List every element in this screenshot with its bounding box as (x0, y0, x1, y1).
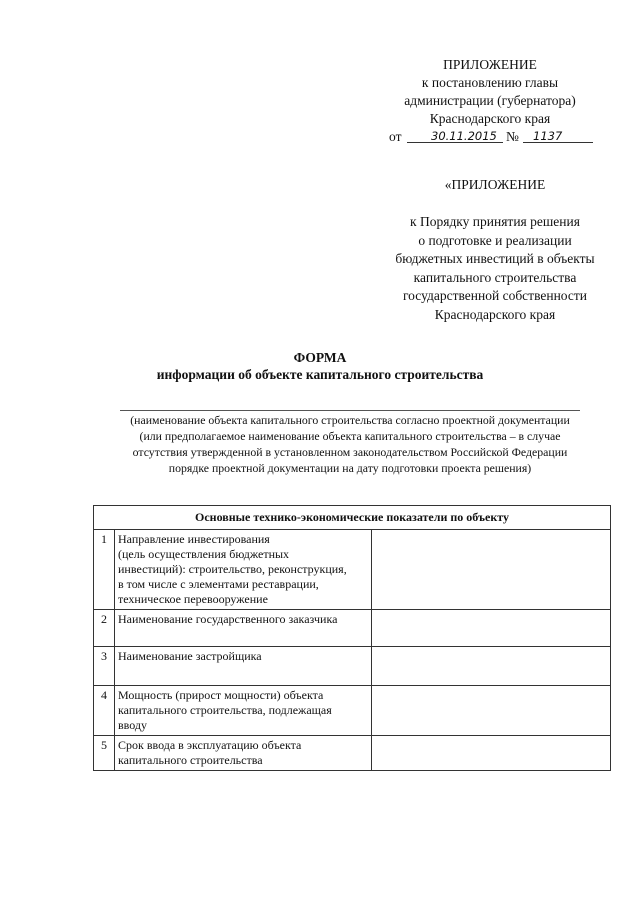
table-row (94, 736, 611, 771)
row-label-line: в том числе с элементами реставрации, (118, 577, 319, 591)
appendix-line: Краснодарского края (429, 111, 551, 126)
object-name-note (95, 412, 605, 476)
row-label (115, 686, 372, 736)
row-label (115, 736, 372, 771)
table-row (94, 610, 611, 647)
row-label (115, 647, 372, 686)
appendix2-title: «ПРИЛОЖЕНИЕ (444, 177, 546, 192)
indicators-table (93, 505, 611, 771)
table-row (94, 686, 611, 736)
object-name-line (120, 410, 580, 411)
row-label-line: техническое перевооружение (118, 592, 268, 606)
row-value (372, 610, 611, 647)
row-number: 2 (94, 610, 115, 647)
appendix2-line: к Порядку принятия решения (410, 214, 580, 229)
appendix2-line: о подготовке и реализации (418, 232, 572, 248)
date-number-row (385, 128, 595, 146)
row-label-line: (цель осуществления бюджетных (118, 547, 290, 561)
form-subtitle: информации об объекте капитального строительства (156, 367, 484, 382)
appendix-header (385, 56, 595, 146)
row-label-line: Наименование застройщика (118, 649, 262, 663)
date-value: 30.11.2015 (431, 129, 497, 143)
number-prefix: № (506, 129, 519, 144)
appendix-line: к постановлению главы (421, 75, 559, 90)
row-label (115, 530, 372, 610)
appendix-title: ПРИЛОЖЕНИЕ (443, 57, 537, 72)
appendix2-line: государственной собственности (402, 288, 588, 303)
table-header-row (94, 506, 611, 530)
appendix-line: администрации (губернатора) (404, 93, 576, 108)
row-label-line: инвестиций): строительство, реконструкция, (118, 562, 347, 576)
row-label-line: вводу (118, 718, 148, 732)
row-label-line: капитального строительства (118, 753, 263, 767)
row-value (372, 686, 611, 736)
number-value: 1137 (533, 129, 563, 143)
appendix2-line: капитального строительства (413, 269, 577, 285)
row-value (372, 530, 611, 610)
appendix2-line: Краснодарского края (434, 306, 556, 322)
row-value (372, 736, 611, 771)
row-label-line: капитального строительства, подлежащая (118, 703, 332, 717)
row-number: 5 (94, 736, 115, 771)
date-prefix: от (389, 129, 402, 144)
row-number: 3 (94, 647, 115, 686)
table-row (94, 647, 611, 686)
appendix2-line: бюджетных инвестиций в объекты (395, 251, 595, 266)
table-row (94, 530, 611, 610)
form-title: ФОРМА (293, 350, 347, 365)
note-line: отсутствия утвержденной в установленном законодательством Российской Федерации (132, 445, 568, 459)
note-line: (наименование объекта капитального строительства согласно проектной документации (130, 413, 570, 427)
row-number: 4 (94, 686, 115, 736)
row-label-line: Срок ввода в эксплуатацию объекта (118, 738, 302, 752)
appendix2-body (375, 213, 615, 324)
table-header: Основные технико-экономические показатели по объекту (94, 506, 611, 530)
row-number: 1 (94, 530, 115, 610)
note-line: порядке проектной документации на дату подготовки проекта решения) (168, 461, 532, 475)
row-value (372, 647, 611, 686)
row-label-line: Наименование государственного заказчика (118, 612, 338, 626)
row-label-line: Направление инвестирования (118, 532, 270, 546)
note-line: (или предполагаемое наименование объекта капитального строительства – в случае (139, 429, 561, 443)
row-label-line: Мощность (прирост мощности) объекта (118, 688, 324, 702)
row-label (115, 610, 372, 647)
